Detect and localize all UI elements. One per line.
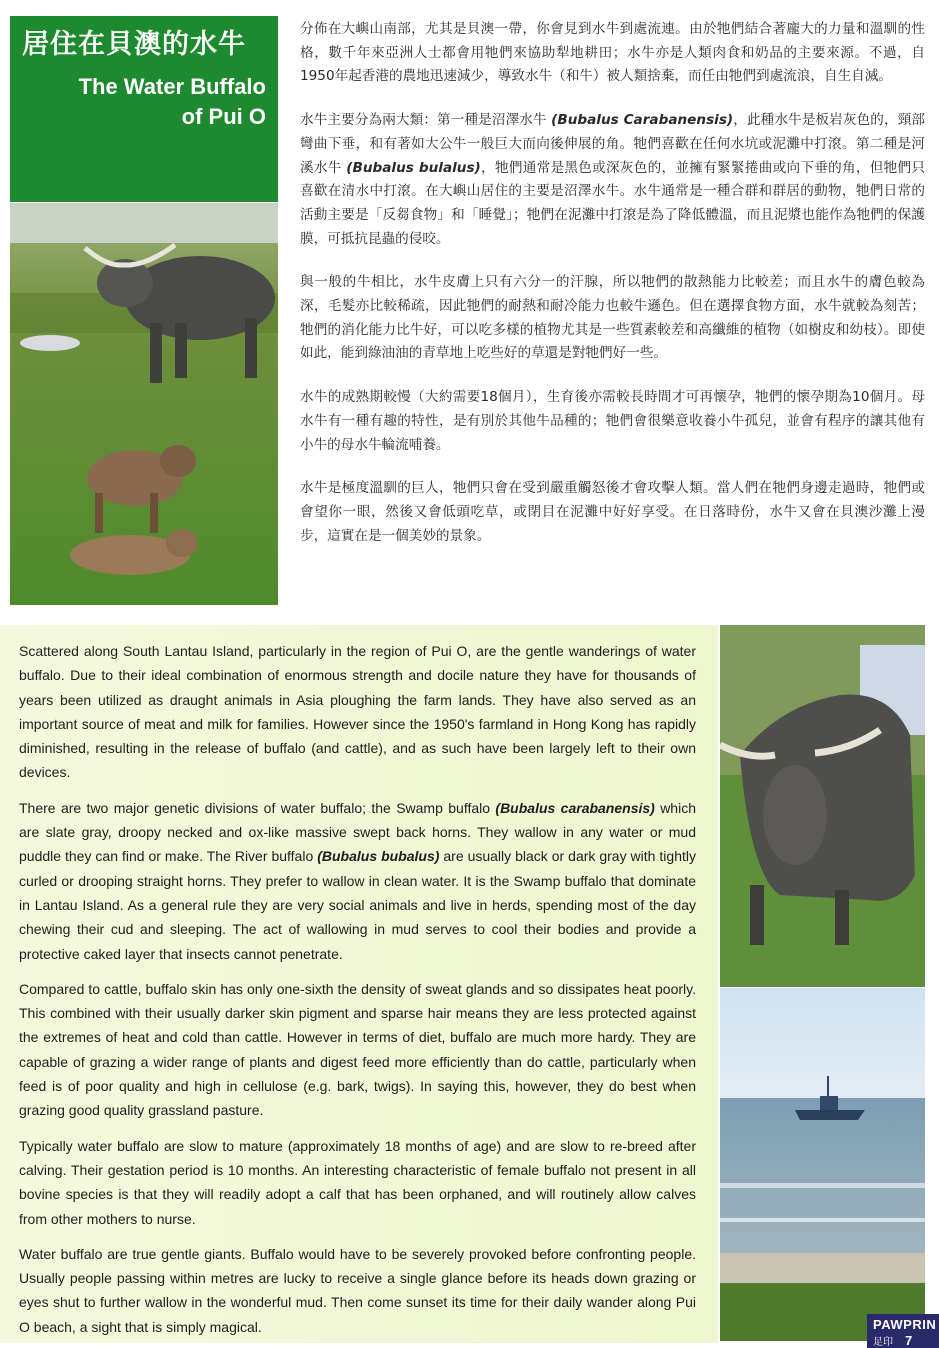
magazine-brand-chinese: 足印	[873, 1337, 893, 1348]
zh-text: 水牛是極度溫馴的巨人，牠們只會在受到嚴重觸怒後才會攻擊人類。當人們在牠們身邊走過時，牠們或會望你一眼，然後又會低頭吃草，或閉目在泥灘中好好享受。在日落時份，水牛又會在貝澳沙灘上漫步，這實在是一個美妙的景象。	[300, 480, 925, 544]
title-chinese: 居住在貝澳的水牛	[22, 29, 246, 60]
en-text: are usually black or dark gray with tightly curled or drooping straight horns. They prefer to wallow in clean water. It is the Swamp buffalo that dominate in Lantau Island. As a general rule they are very social animals and live in herds, spending most of the day chewing their cud and sleeping. The act of wallowing in mud serves to cool their bodies and provide a protective caked layer that insects cannot penetrate.	[19, 848, 696, 962]
zh-text: 水牛主要分為兩大類：第一種是沼澤水牛	[300, 112, 547, 129]
photo-pui-o-beach	[720, 988, 925, 1341]
zh-text: 分佈在大嶼山南部，尤其是貝澳一帶，你會見到水牛到處流連。由於牠們結合著龐大的力量和溫馴的性格，數千年來亞洲人士都會用牠們來協助犁地耕田；水牛亦是人類肉食和奶品的主要來源。不過，自1950年起香港的農地迅速減少，導致水牛（和牛）被人類捨棄，而任由牠們到處流浪，自生自滅。	[300, 21, 925, 85]
en-text: There are two major genetic divisions of water buffalo; the Swamp buffalo	[19, 799, 496, 816]
page-number: 7	[905, 1333, 913, 1348]
scientific-name: (Bubalus carabanensis)	[495, 799, 655, 816]
scientific-name: (Bubalus bubalus)	[317, 848, 440, 865]
photo-buffalo-front	[720, 625, 925, 987]
scientific-name: (Bubalus bulalus)	[346, 159, 481, 176]
en-text: Scattered along South Lantau Island, particularly in the region of Pui O, are the gentle wanderings of water buffalo. Due to their ideal combination of enormous strength and docile nature they have for thousands of years been utilized as draught animals in Asia ploughing the farm lands. They have also served as an important source of meat and milk for families. However since the 1950's farmland in Hong Kong has rapidly diminished, resulting in the release of buffalo (and cattle), and as such have been largely left to their own devices.	[19, 643, 696, 781]
en-text: Typically water buffalo are slow to mature (approximately 18 months of age) and are slow to re-breed after calving. Their gestation period is 10 months. An interesting characteristic of female buffalo not present in all bovine species is that they will readily adopt a calf that has been orphaned, and will routinely allow calves from other mothers to nurse.	[19, 1137, 696, 1227]
zh-paragraph	[300, 109, 925, 251]
english-article	[0, 625, 718, 1343]
scientific-name: (Bubalus Carabanensis)	[551, 112, 734, 129]
chinese-article	[300, 18, 925, 568]
title-english-line2: of Pui O	[181, 104, 266, 129]
zh-paragraph	[300, 477, 925, 548]
en-paragraph	[19, 639, 696, 785]
photo-buffalo-with-calves	[10, 203, 278, 605]
zh-text: ，此種水牛是板岩灰色的，頸部彎曲下垂，和有著如大公牛一般巨大而向後伸展的角。牠們喜歡在任何水坑或泥灘中打滾。第二種是河溪水牛	[300, 112, 926, 176]
en-paragraph	[19, 977, 696, 1123]
en-text: Water buffalo are true gentle giants. Buffalo would have to be severely provoked before confronting people. Usually people passing within metres are lucky to receive a single glance before its heads down grazing or eyes shut to further wallow in the wonderful mud. Then come sunset its time for their daily wander along Pui O beach, a sight that is simply magical.	[19, 1245, 696, 1335]
en-paragraph	[19, 1134, 696, 1231]
en-paragraph	[19, 796, 696, 966]
zh-paragraph	[300, 18, 925, 89]
title-english-line1: The Water Buffalo	[78, 74, 266, 99]
en-text: Compared to cattle, buffalo skin has only one-sixth the density of sweat glands and so dissipates heat poorly. This combined with their usually darker skin pigment and sparse hair means they are less protected against the extremes of heat and cold than cattle. However in terms of diet, buffalo are much more hardy. They are capable of grazing a wider range of plants and digest feed more efficiently than do cattle, particularly when feed is of poor quality and high in cellulose (e.g. bark, twigs). In saying this, however, they do best when grazing good quality grassland pasture.	[19, 980, 696, 1119]
page-footer	[867, 1314, 939, 1348]
zh-text: 與一般的牛相比，水牛皮膚上只有六分一的汗腺，所以牠們的散熱能力比較差；而且水牛的膚色較為深，毛髮亦比較稀疏，因此牠們的耐熱和耐冷能力也較牛遜色。但在選擇食物方面，水牛就較為刻苦；牠們的消化能力比牛好，可以吃多樣的植物尤其是一些質素較差和高纖維的植物（如樹皮和幼枝）。即使如此，能到綠油油的青草地上吃些好的草還是對牠們好一些。	[300, 274, 925, 362]
title-block	[10, 16, 278, 202]
zh-paragraph	[300, 271, 925, 366]
magazine-brand: PAWPRIN	[873, 1317, 937, 1332]
en-paragraph	[19, 1242, 696, 1339]
zh-text: ，牠們通常是黑色或深灰色的，並擁有緊緊捲曲或向下垂的角，但牠們只喜歡在清水中打滾。在大嶼山居住的主要是沼澤水牛。水牛通常是一種合群和群居的動物，牠們日常的活動主要是「反芻食物」和「睡覺」；牠們在泥灘中打滾是為了降低體溫，而且泥漿也能作為牠們的保護膜，可抵抗昆蟲的侵咬。	[300, 159, 926, 247]
en-text: which are slate gray, droopy necked and ox-like massive swept back horns. They wallow in any water or mud puddle they can find or make. The River buffalo	[19, 799, 696, 865]
zh-text: 水牛的成熟期較慢（大約需要18個月），生育後亦需較長時間才可再懷孕，牠們的懷孕期為10個月。母水牛有一種有趣的特性，是有別於其他牛品種的；牠們會很樂意收養小牛孤兒，並會有程序的讓其他有小牛的母水牛輪流哺養。	[300, 389, 925, 453]
zh-paragraph	[300, 386, 925, 457]
